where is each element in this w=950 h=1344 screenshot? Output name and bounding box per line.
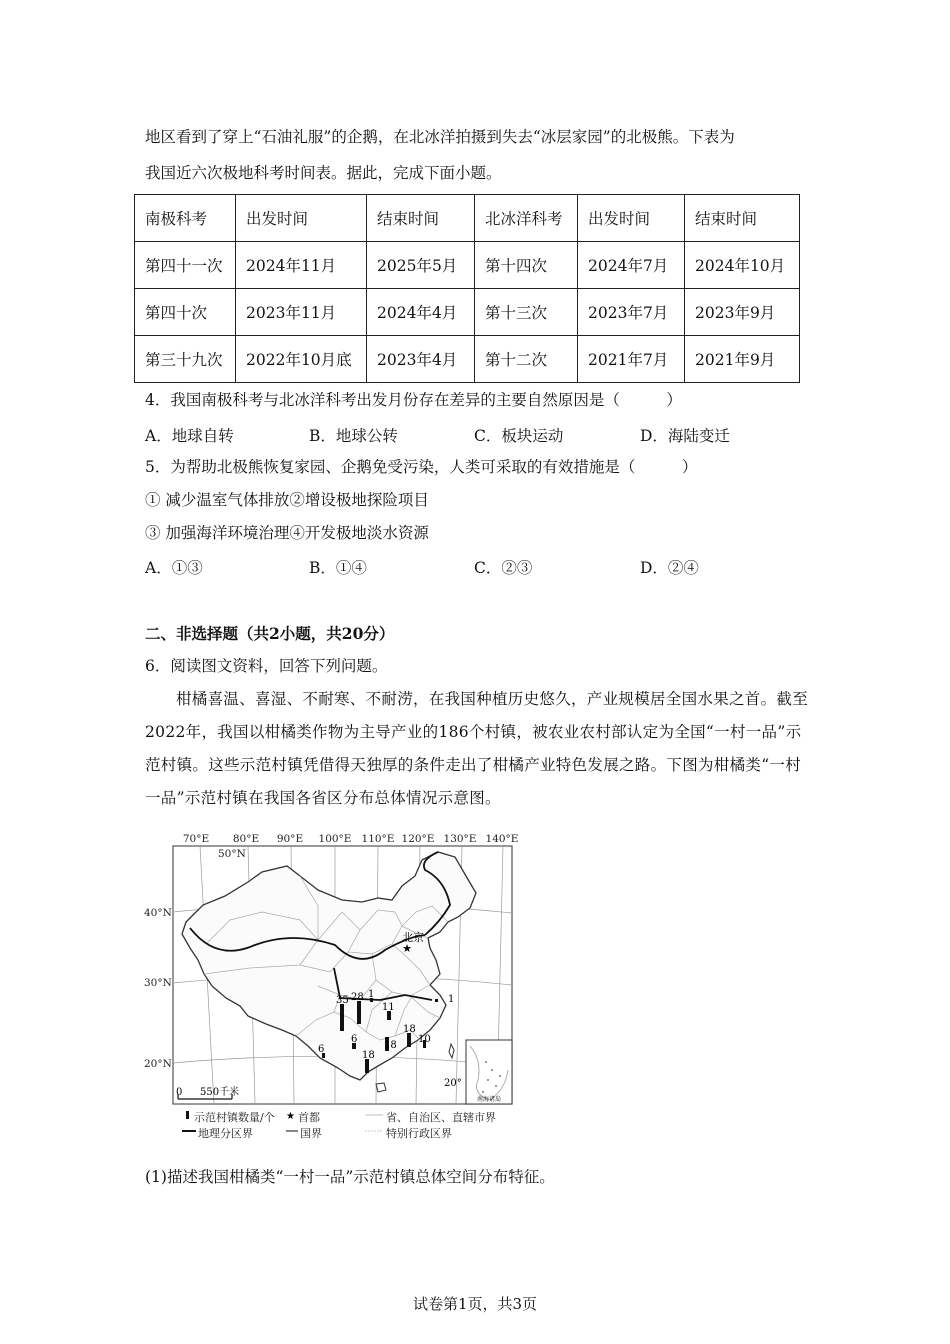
table-cell: 第十四次	[475, 242, 578, 289]
svg-text:18: 18	[362, 1050, 375, 1061]
svg-text:70°E: 70°E	[182, 833, 210, 845]
legend-capital: 首都	[298, 1111, 320, 1124]
hainan-island	[376, 1083, 386, 1092]
svg-text:11: 11	[382, 1002, 395, 1013]
page-footer: 试卷第1页，共3页	[412, 1295, 538, 1313]
q5-option-b[interactable]: B．①④	[309, 559, 367, 577]
table-cell: 2023年7月	[578, 289, 685, 336]
table-cell: 第十二次	[475, 336, 578, 383]
svg-text:1: 1	[368, 989, 375, 1000]
svg-text:18: 18	[403, 1024, 416, 1035]
q4-option-a[interactable]: A．地球自转	[145, 427, 234, 445]
svg-text:1: 1	[448, 994, 455, 1005]
table-cell: 结束时间	[685, 195, 800, 242]
svg-text:110°E: 110°E	[361, 833, 395, 845]
table-cell: 第四十次	[135, 289, 236, 336]
table-cell: 出发时间	[236, 195, 367, 242]
svg-text:120°E: 120°E	[401, 833, 435, 845]
svg-text:6: 6	[351, 1034, 358, 1045]
section-heading: 二、非选择题（共2小题，共20分）	[145, 624, 395, 643]
q5-option-c[interactable]: C．②③	[474, 559, 533, 577]
table-cell: 2023年4月	[367, 336, 475, 383]
inset-latitude-label: 20°	[444, 1078, 462, 1089]
intro-line-1: 地区看到了穿上“石油礼服”的企鹅，在北冰洋拍摄到失去“冰层家园”的北极熊。下表为	[145, 128, 735, 146]
svg-text:28: 28	[351, 992, 364, 1003]
table-cell: 第四十一次	[135, 242, 236, 289]
capital-star-icon: ★	[402, 942, 412, 955]
inset-label: 南海诸岛	[476, 1096, 502, 1103]
legend-bar-symbol	[186, 1111, 189, 1119]
svg-text:6: 6	[318, 1044, 325, 1055]
table-cell: 2024年4月	[367, 289, 475, 336]
intro-line-2: 我国近六次极地科考时间表。据此，完成下面小题。	[145, 164, 502, 182]
q5-option-d[interactable]: D．②④	[640, 559, 699, 577]
table-cell: 第十三次	[475, 289, 578, 336]
q5-item-1: ① 减少温室气体排放②增设极地探险项目	[145, 491, 429, 509]
table-cell: 2021年7月	[578, 336, 685, 383]
svg-text:100°E: 100°E	[318, 833, 352, 845]
table-cell: 出发时间	[578, 195, 685, 242]
svg-text:10: 10	[418, 1034, 431, 1045]
q6-stem: 6．阅读图文资料，回答下列问题。	[145, 657, 388, 675]
table-cell: 2022年10月底	[236, 336, 367, 383]
q6-paragraph: 柑橘喜温、喜湿、不耐寒、不耐涝，在我国种植历史悠久，产业规模居全国水果之首。截至2022年，我国以柑橘类作物为主导产业的186个村镇，被农业农村部认定为全国“一村一品”示范村镇。这些示范村镇凭借得天独厚的条件走出了柑橘产业特色发展之路。下图为柑橘类“一村一品”示范村镇在我国各省区分布总体情况示意图。	[145, 690, 809, 807]
legend-region-border: 地理分区界	[198, 1127, 253, 1140]
legend-star-icon: ★	[286, 1111, 295, 1122]
table-cell: 2024年10月	[685, 242, 800, 289]
sub-question-1: (1)描述我国柑橘类“一村一品”示范村镇总体空间分布特征。	[145, 1168, 555, 1186]
table-cell: 南极科考	[135, 195, 236, 242]
svg-text:18: 18	[384, 1040, 397, 1051]
q5-stem: 5．为帮助北极熊恢复家园、企鹅免受污染，人类可采取的有效措施是（ ）	[145, 458, 698, 476]
svg-text:0: 0	[176, 1087, 183, 1098]
table-cell: 2023年11月	[236, 289, 367, 336]
svg-text:130°E: 130°E	[443, 833, 477, 845]
national-border	[182, 852, 476, 1080]
q4-option-c[interactable]: C．板块运动	[474, 427, 564, 445]
svg-text:140°E: 140°E	[485, 833, 519, 845]
legend-special-border: 特别行政区界	[386, 1127, 452, 1140]
table-cell: 第三十九次	[135, 336, 236, 383]
table-cell: 2021年9月	[685, 336, 800, 383]
legend-province-border: 省、自治区、直辖市界	[386, 1111, 496, 1124]
q4-option-d[interactable]: D．海陆变迁	[640, 427, 730, 445]
svg-text:90°E: 90°E	[276, 833, 304, 845]
taiwan-island	[449, 1044, 454, 1058]
q5-item-2: ③ 加强海洋环境治理④开发极地淡水资源	[145, 524, 429, 542]
table-cell: 2024年7月	[578, 242, 685, 289]
svg-text:50°N: 50°N	[218, 848, 246, 860]
table-cell: 2025年5月	[367, 242, 475, 289]
capital-label: 北京	[402, 931, 424, 944]
legend-count: 示范村镇数量/个	[194, 1111, 275, 1124]
scale-label: 550千米	[200, 1087, 240, 1098]
q4-option-b[interactable]: B．地球公转	[309, 427, 398, 445]
table-cell: 结束时间	[367, 195, 475, 242]
svg-text:35: 35	[336, 995, 349, 1006]
q5-option-a[interactable]: A．①③	[145, 559, 203, 577]
svg-text:80°E: 80°E	[232, 833, 260, 845]
longitude-labels	[183, 833, 519, 845]
q4-stem: 4．我国南极科考与北冰洋科考出发月份存在差异的主要自然原因是（ ）	[145, 391, 682, 409]
table-cell: 2023年9月	[685, 289, 800, 336]
svg-text:30°N: 30°N	[144, 977, 172, 989]
svg-text:20°N: 20°N	[144, 1058, 172, 1070]
table-cell: 北冰洋科考	[475, 195, 578, 242]
legend-national-border: 国界	[300, 1127, 322, 1140]
table-cell: 2024年11月	[236, 242, 367, 289]
svg-text:40°N: 40°N	[144, 907, 172, 919]
